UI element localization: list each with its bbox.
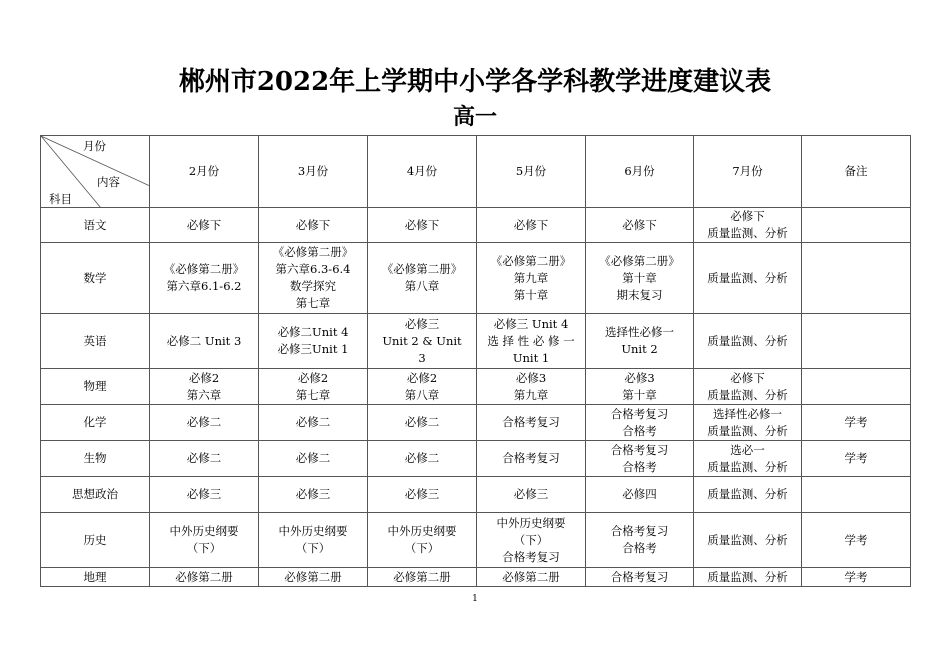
remark-cell: 学考 xyxy=(802,513,911,568)
cell-line: 质量监测、分析 xyxy=(707,270,788,285)
cell-line: 《必修第二册》 xyxy=(490,253,572,268)
schedule-cell xyxy=(694,369,802,405)
cell-line: 必修三Unit 1 xyxy=(277,342,349,356)
remark-cell xyxy=(802,208,911,243)
cell-line: 必修3 xyxy=(515,370,547,385)
schedule-cell xyxy=(694,208,802,243)
schedule-cell xyxy=(259,568,368,587)
corner-subject-label: 科目 xyxy=(49,192,72,206)
schedule-cell xyxy=(477,405,586,441)
cell-line: 选 择 性 必 修 一 xyxy=(487,333,575,348)
schedule-cell xyxy=(150,568,259,587)
schedule-table xyxy=(40,135,911,587)
subject-cell: 英语 xyxy=(41,314,150,369)
schedule-cell xyxy=(259,405,368,441)
cell-line: 《必修第二册》 xyxy=(599,253,680,268)
schedule-cell xyxy=(586,513,694,568)
cell-line: 必修三 xyxy=(513,487,549,501)
table-row xyxy=(41,477,911,513)
subject-cell: 物理 xyxy=(41,369,150,405)
schedule-cell xyxy=(150,208,259,243)
cell-line: 合格考复习 xyxy=(610,406,669,421)
cell-line: 必修二 xyxy=(186,415,222,429)
cell-line: 必修第二册 xyxy=(393,569,451,584)
cell-line: 必修下 xyxy=(295,217,331,232)
schedule-cell xyxy=(368,405,477,441)
cell-line: 第七章 xyxy=(295,387,331,402)
cell-line: （下） xyxy=(186,541,222,555)
header-row xyxy=(41,136,911,208)
cell-line: 必修下 xyxy=(186,217,222,232)
schedule-cell xyxy=(150,369,259,405)
cell-line: 3 xyxy=(418,350,426,365)
schedule-cell xyxy=(368,369,477,405)
cell-line: 必修二 xyxy=(404,415,440,429)
subject-cell: 数学 xyxy=(41,243,150,314)
schedule-cell xyxy=(586,477,694,513)
cell-line: 必修三 xyxy=(404,487,440,501)
page-number: 1 xyxy=(472,594,478,604)
remark-cell: 学考 xyxy=(802,568,911,587)
table-row xyxy=(41,369,911,405)
schedule-cell xyxy=(477,314,586,369)
cell-line: 必修下 xyxy=(730,370,765,385)
cell-line: 必修3 xyxy=(624,370,655,385)
cell-line: （下） xyxy=(404,541,440,555)
cell-line: 中外历史纲要 xyxy=(169,524,239,538)
cell-line: 第七章 xyxy=(295,296,331,310)
cell-line: 必修第二册 xyxy=(175,569,233,584)
cell-line: 第十章 xyxy=(622,270,657,285)
schedule-cell xyxy=(150,477,259,513)
cell-line: 质量监测、分析 xyxy=(707,226,788,240)
cell-line: 第十章 xyxy=(513,287,549,302)
table-row xyxy=(41,513,911,568)
cell-line: 《必修第二册》 xyxy=(163,262,245,276)
cell-line: 必修二Unit 4 xyxy=(277,325,349,339)
schedule-cell xyxy=(694,477,802,513)
schedule-cell xyxy=(586,405,694,441)
schedule-cell xyxy=(368,513,477,568)
schedule-cell xyxy=(368,314,477,369)
cell-line: 合格考复习 xyxy=(502,549,560,564)
month-header: 2月份 xyxy=(150,136,259,208)
schedule-cell xyxy=(259,513,368,568)
remark-cell: 学考 xyxy=(802,441,911,477)
cell-line: Unit 2 & Unit xyxy=(382,333,462,348)
schedule-cell xyxy=(477,369,586,405)
schedule-cell xyxy=(368,243,477,314)
cell-line: 质量监测、分析 xyxy=(707,459,788,474)
cell-line: 第六章 xyxy=(186,387,222,402)
schedule-cell xyxy=(150,441,259,477)
schedule-cell xyxy=(477,477,586,513)
cell-line: 必修三 Unit 4 xyxy=(493,316,569,331)
cell-line: Unit 1 xyxy=(512,350,550,365)
schedule-cell xyxy=(586,314,694,369)
cell-line: 选必一 xyxy=(730,442,765,457)
cell-line: 必修二 xyxy=(404,451,440,465)
cell-line: 必修2 xyxy=(188,370,220,385)
remark-cell xyxy=(802,314,911,369)
cell-line: 合格考 xyxy=(622,541,657,555)
cell-line: 合格考 xyxy=(622,459,657,474)
cell-line: 合格考复习 xyxy=(610,569,669,584)
subject-cell: 化学 xyxy=(41,405,150,441)
cell-line: 中外历史纲要 xyxy=(387,524,457,538)
schedule-cell xyxy=(694,513,802,568)
subject-cell: 语文 xyxy=(41,208,150,243)
cell-line: 必修二 xyxy=(295,451,331,465)
subject-cell: 历史 xyxy=(41,513,150,568)
schedule-cell xyxy=(477,513,586,568)
cell-line: Unit 2 xyxy=(621,342,658,356)
cell-line: 合格考复习 xyxy=(502,415,560,429)
schedule-cell xyxy=(586,369,694,405)
schedule-cell xyxy=(694,314,802,369)
cell-line: 必修二 xyxy=(186,451,222,465)
schedule-cell xyxy=(368,568,477,587)
schedule-cell xyxy=(694,243,802,314)
cell-line: （下） xyxy=(295,541,331,555)
schedule-cell xyxy=(259,441,368,477)
remark-cell xyxy=(802,477,911,513)
month-header: 4月份 xyxy=(368,136,477,208)
cell-line: 必修第二册 xyxy=(502,569,560,584)
cell-line: 质量监测、分析 xyxy=(707,423,788,438)
schedule-cell xyxy=(259,243,368,314)
schedule-cell xyxy=(150,513,259,568)
cell-line: 必修下 xyxy=(730,209,765,223)
schedule-cell xyxy=(586,243,694,314)
schedule-cell xyxy=(259,477,368,513)
cell-line: 数学探究 xyxy=(290,279,336,293)
cell-line: 第六章6.3-6.4 xyxy=(275,262,351,276)
remark-cell xyxy=(802,369,911,405)
table-row xyxy=(41,208,911,243)
cell-line: 中外历史纲要 xyxy=(278,524,348,538)
cell-line: 第六章6.1-6.2 xyxy=(166,279,242,293)
schedule-cell xyxy=(368,477,477,513)
schedule-cell xyxy=(477,568,586,587)
cell-line: 必修二 xyxy=(295,415,331,429)
remark-cell: 学考 xyxy=(802,405,911,441)
schedule-cell xyxy=(586,441,694,477)
cell-line: 《必修第二册》 xyxy=(272,245,354,259)
cell-line: 第八章 xyxy=(404,279,440,293)
cell-line: 质量监测、分析 xyxy=(707,333,788,348)
schedule-cell xyxy=(694,441,802,477)
cell-line: 必修下 xyxy=(622,217,657,232)
table-row xyxy=(41,243,911,314)
schedule-cell xyxy=(586,208,694,243)
schedule-cell xyxy=(694,405,802,441)
remark-cell xyxy=(802,243,911,314)
cell-line: 合格考复习 xyxy=(610,442,669,457)
document-title: 郴州市2022年上学期中小学各学科教学进度建议表 xyxy=(178,67,772,97)
schedule-cell xyxy=(477,208,586,243)
table-row xyxy=(41,441,911,477)
schedule-cell xyxy=(259,208,368,243)
corner-month-label: 月份 xyxy=(83,139,106,153)
schedule-cell xyxy=(477,243,586,314)
cell-line: 期末复习 xyxy=(616,287,663,302)
cell-line: 第九章 xyxy=(513,387,549,402)
cell-line: 质量监测、分析 xyxy=(707,487,788,501)
cell-line: 必修下 xyxy=(404,217,440,232)
month-header: 3月份 xyxy=(259,136,368,208)
cell-line: 合格考 xyxy=(622,423,657,438)
month-header: 5月份 xyxy=(477,136,586,208)
corner-header-cell xyxy=(41,136,150,208)
cell-line: 质量监测、分析 xyxy=(707,387,788,402)
cell-line: 第九章 xyxy=(513,270,549,285)
table-row xyxy=(41,314,911,369)
cell-line: 第十章 xyxy=(622,387,657,402)
corner-content-label: 内容 xyxy=(97,175,120,189)
cell-line: 选择性必修一 xyxy=(605,325,674,339)
subject-cell: 地理 xyxy=(41,568,150,587)
schedule-cell xyxy=(586,568,694,587)
schedule-cell xyxy=(150,243,259,314)
cell-line: 必修下 xyxy=(513,217,549,232)
remark-header: 备注 xyxy=(802,136,911,208)
cell-line: （下） xyxy=(513,532,549,547)
cell-line: 必修二 Unit 3 xyxy=(166,333,242,348)
cell-line: 选择性必修一 xyxy=(713,406,782,421)
schedule-cell xyxy=(150,314,259,369)
cell-line: 必修第二册 xyxy=(284,569,342,584)
month-header: 7月份 xyxy=(694,136,802,208)
cell-line: 质量监测、分析 xyxy=(707,569,788,584)
cell-line: 合格考复习 xyxy=(610,524,669,538)
schedule-cell xyxy=(368,441,477,477)
cell-line: 合格考复习 xyxy=(502,451,560,465)
cell-line: 必修三 xyxy=(186,487,222,501)
cell-line: 《必修第二册》 xyxy=(381,262,463,276)
schedule-cell xyxy=(368,208,477,243)
cell-line: 质量监测、分析 xyxy=(707,532,788,547)
table-row xyxy=(41,568,911,587)
schedule-cell xyxy=(477,441,586,477)
document-subtitle: 高一 xyxy=(452,104,497,130)
cell-line: 必修三 xyxy=(295,487,331,501)
subject-cell: 思想政治 xyxy=(41,477,150,513)
cell-line: 第八章 xyxy=(404,387,440,402)
schedule-cell xyxy=(694,568,802,587)
cell-line: 必修三 xyxy=(404,316,440,331)
schedule-cell xyxy=(259,314,368,369)
cell-line: 中外历史纲要 xyxy=(496,515,566,530)
schedule-cell xyxy=(150,405,259,441)
table-row xyxy=(41,405,911,441)
month-header: 6月份 xyxy=(586,136,694,208)
cell-line: 必修2 xyxy=(297,370,329,385)
cell-line: 必修四 xyxy=(622,487,657,501)
subject-cell: 生物 xyxy=(41,441,150,477)
schedule-cell xyxy=(259,369,368,405)
cell-line: 必修2 xyxy=(406,370,438,385)
